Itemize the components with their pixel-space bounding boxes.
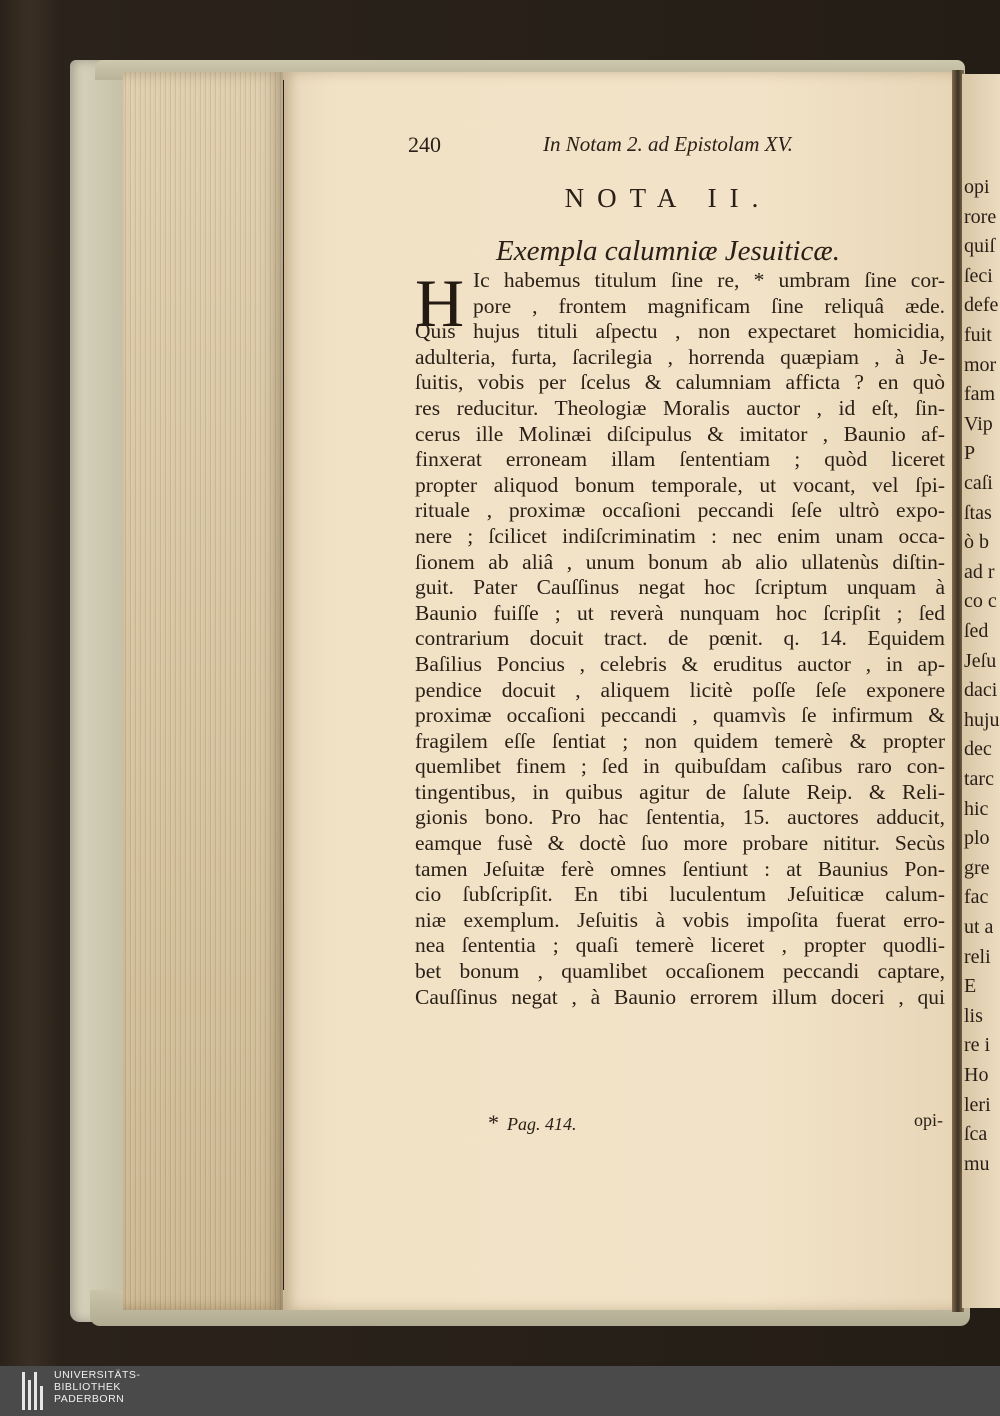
text-line: nere ; ſcilicet indiſcriminatim : nec enim unam occa-: [415, 523, 945, 548]
page-number: 240: [408, 132, 441, 157]
facing-page-line: tarc: [964, 768, 994, 790]
facing-page-line: fac: [964, 886, 989, 909]
text-line: cerus ille Molinæi diſcipulus & imitator , Baunio af-: [415, 421, 945, 446]
text-line: niæ exemplum. Jeſuitis à vobis impoſita fuerat erro-: [415, 907, 945, 932]
facing-page-line: rore: [964, 205, 997, 228]
facing-page-line: ſca: [964, 1123, 988, 1146]
facing-page-line: ò b: [964, 531, 989, 554]
section-subheading: Exempla calumniæ Jesuiticæ.: [496, 235, 840, 267]
text-line: gionis bono. Pro hac ſententia, 15. auctores adducit,: [415, 805, 945, 830]
facing-page-line: leri: [964, 1093, 991, 1116]
text-line: eamque fusè & doctè ſuo more probare nititur. Secùs: [415, 831, 945, 856]
text-line: pore , frontem magnificam ſine reliquâ æde.: [473, 293, 945, 318]
drop-cap-initial: H: [415, 265, 465, 341]
facing-page-line: caſi: [964, 472, 993, 494]
facing-page-line: P: [964, 442, 976, 465]
facing-page-line: re i: [964, 1034, 991, 1057]
text-line: nea ſententia ; quaſi temerè liceret , propter quodli-: [415, 933, 945, 958]
text-line: pendice docuit , aliquem licitè poſſe ſeſe exponere: [415, 677, 945, 702]
page-header: [408, 132, 848, 162]
library-name-line: BIBLIOTHEK: [54, 1381, 121, 1393]
facing-page-line: Vip: [964, 412, 993, 435]
text-line: contrarium docuit tract. de pœnit. q. 14. Equidem: [415, 626, 945, 651]
facing-page-line: defe: [964, 294, 999, 317]
text-line: Baſilius Poncius , celebris & eruditus auctor , in ap-: [415, 651, 945, 676]
facing-page-line: daci: [964, 679, 998, 702]
facing-page-line: ſeci: [964, 264, 993, 287]
facing-page-line: co c: [964, 590, 997, 613]
facing-page-line: dec: [964, 738, 992, 761]
text-line: guit. Pater Cauſſinus negat hoc ſcriptum unquam à: [415, 575, 945, 600]
facing-page-fragment: [962, 74, 1000, 1308]
text-line: tamen Jeſuitæ ferè omnes ſentiunt : at Baunius Pon-: [415, 856, 945, 881]
section-heading: NOTA II.: [564, 183, 772, 213]
facing-page-line: Ho: [964, 1064, 989, 1086]
facing-page-line: huju: [964, 708, 1000, 731]
facing-page-line: fuit: [964, 324, 992, 346]
catchword: opi-: [914, 1110, 943, 1130]
library-name: [54, 1369, 140, 1405]
facing-page-line: fam: [964, 383, 996, 406]
facing-page-line: gre: [964, 856, 990, 879]
text-line: fragilem eſſe ſentiat ; non quidem temerè & propter: [415, 728, 945, 753]
facing-page-line: ut a: [964, 916, 994, 938]
footnote: [488, 1110, 577, 1136]
facing-page-line: mu: [964, 1152, 990, 1175]
text-line: adulteria, furta, ſacrilegia , horrenda quæpiam , à Je-: [415, 344, 945, 369]
library-footer: [0, 1366, 1000, 1416]
facing-page-line: ſtas: [964, 501, 992, 524]
library-name-line: PADERBORN: [54, 1393, 125, 1405]
facing-page-line: plo: [964, 827, 990, 850]
text-line: ſuitis, vobis per ſcelus & calumniam afficta ? en quò: [415, 370, 945, 395]
text-line: cio ſubſcripſit. En tibi luculentum Jeſuiticæ calum-: [415, 882, 945, 907]
library-logo-icon: [22, 1372, 48, 1410]
library-name-line: UNIVERSITÄTS-: [54, 1369, 141, 1381]
facing-page-line: lis: [964, 1004, 983, 1027]
text-line: bet bonum , quamlibet occaſionem peccandi captare,: [415, 959, 945, 984]
facing-page-line: E: [964, 975, 977, 998]
text-line: Ic habemus titulum ſine re, * umbram ſine cor-: [473, 268, 945, 292]
facing-page-line: mor: [964, 353, 997, 376]
text-line: Quis hujus tituli aſpectu , non expectaret homicidia,: [415, 319, 945, 344]
text-line: ſionem ab aliâ , unum bonum ab alio ullatenùs diſtin-: [415, 549, 945, 574]
text-line: propter aliquod bonum temporale, ut vocant, vel ſpi-: [415, 472, 945, 497]
page-block-edges: [123, 72, 283, 1310]
facing-page-line: hic: [964, 797, 989, 820]
text-line: finxerat erroneam illam ſententiam ; quòd liceret: [415, 447, 945, 472]
text-line: tingentibus, in quibus agitur de ſalute Reip. & Reli-: [415, 779, 945, 804]
text-line: Baunio fuiſſe ; ut reverà nunquam hoc ſcripſit ; ſed: [415, 600, 945, 625]
running-head: In Notam 2. ad Epistolam XV.: [543, 132, 793, 156]
text-line: quemlibet finem ; ſed in quibuſdam caſibus raro con-: [415, 754, 945, 779]
footnote-mark: *: [488, 1110, 499, 1135]
facing-page-line: quiſ: [964, 235, 996, 258]
facing-page-line: reli: [964, 945, 991, 968]
facing-page-line: Jeſu: [964, 649, 997, 672]
facing-page-line: opi: [964, 176, 990, 198]
footnote-text: Pag. 414.: [507, 1114, 577, 1134]
text-line: rituale , proximæ occaſioni peccandi ſeſe ultrò expo-: [415, 498, 945, 523]
text-line: res reducitur. Theologiæ Moralis auctor , id eſt, ſin-: [415, 395, 945, 420]
text-line: proximæ occaſioni peccandi , quamvìs ſe infirmum &: [415, 703, 945, 728]
body-text: [415, 265, 945, 1010]
facing-page-line: ſed: [964, 620, 989, 642]
text-line: Cauſſinus negat , à Baunio errorem illum doceri , qui: [415, 984, 945, 1009]
facing-page-line: ad r: [964, 560, 995, 583]
